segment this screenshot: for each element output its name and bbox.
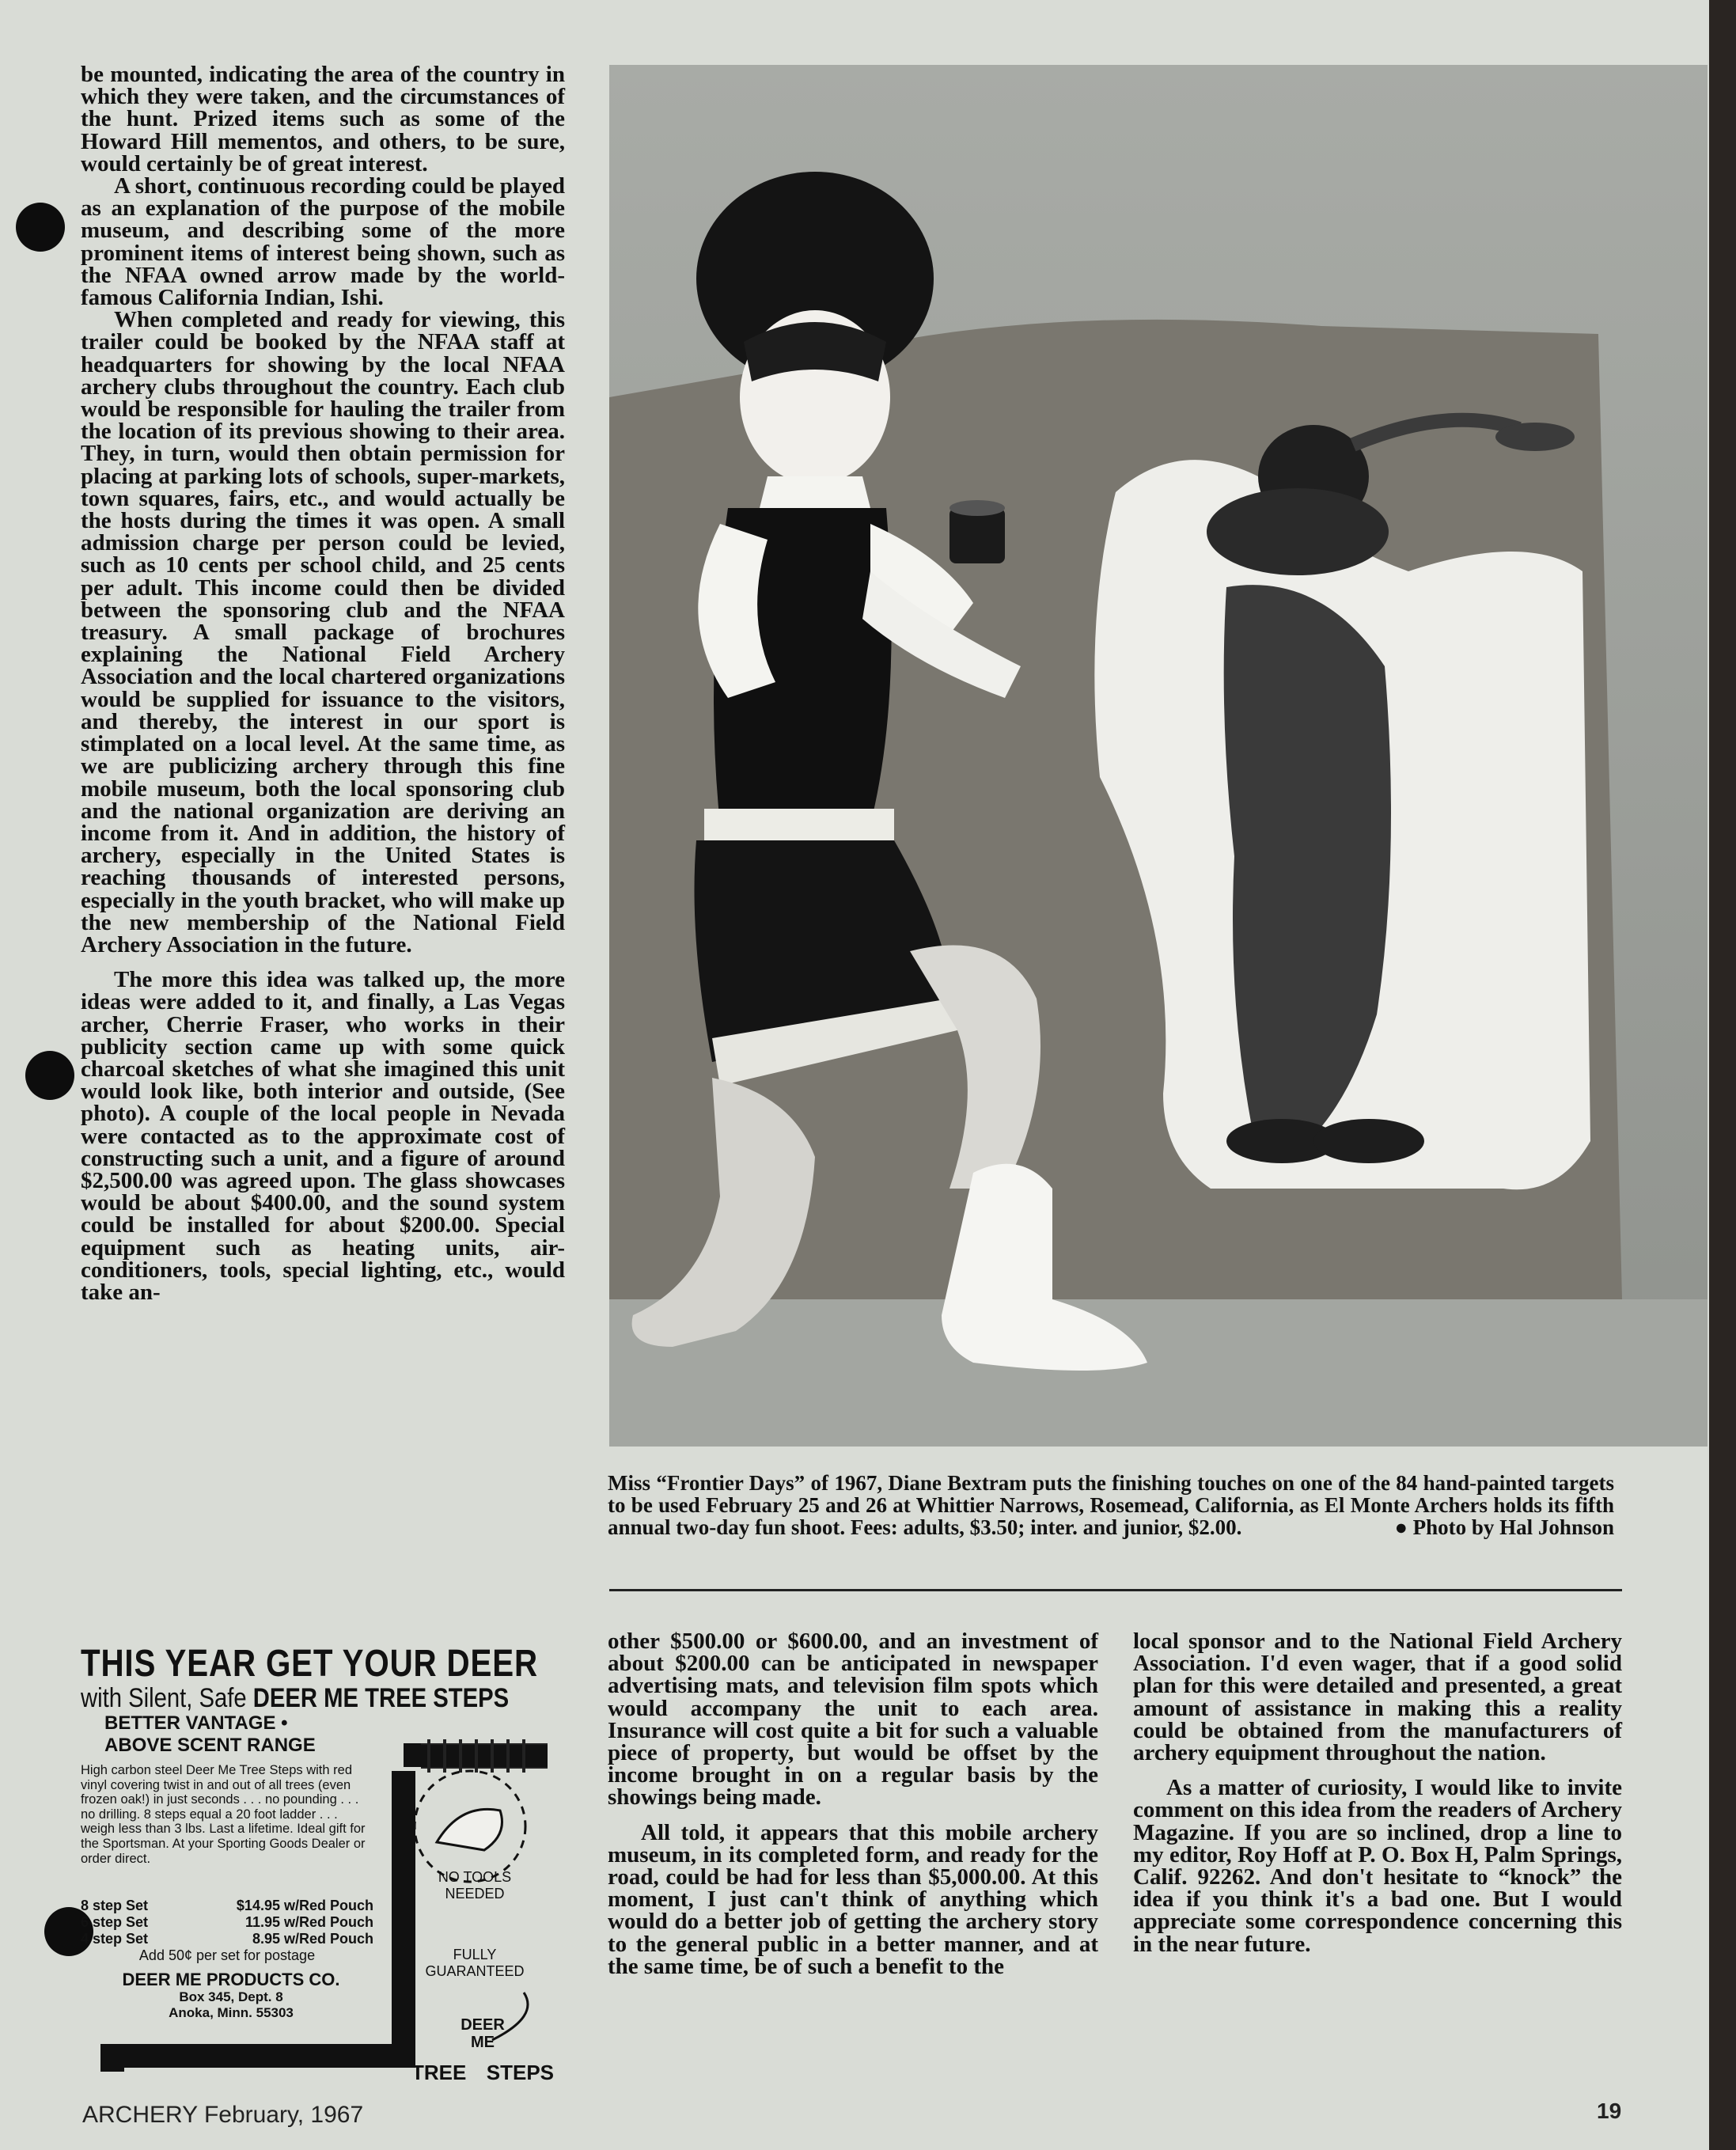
price-label: 8 step Set (81, 1898, 149, 1913)
logo-right: STEPS (486, 2061, 554, 2084)
ad-body-text: High carbon steel Deer Me Tree Steps with red vinyl covering twist in and out of all trees (even frozen oak!) in just seconds . . . no pounding . . . no drilling. 8 steps equal a 20 foot ladder . . . weigh less than 3 lbs. Last a lifetime. Ideal gift for the Sportsman. At your Sporting Goods Dealer or order direct. (81, 1763, 366, 1866)
postage-note: Add 50¢ per set for postage (138, 1947, 316, 1963)
ad-guarantee: FULLY GUARANTEED (425, 1947, 525, 1979)
logo-left: TREE (411, 2061, 467, 2084)
price-row (81, 1898, 373, 1914)
ad-headline: THIS YEAR GET YOUR DEER (81, 1643, 538, 1685)
ad-tagline-1: BETTER VANTAGE • (104, 1712, 288, 1734)
company-address-line-2: Anoka, Minn. 55303 (169, 2005, 294, 2020)
ad-no-tools-note: NO TOOLS NEEDED (438, 1869, 512, 1902)
photo-miss-frontier-days (609, 65, 1708, 1447)
binder-hole (25, 1051, 74, 1100)
article-paragraph: other $500.00 or $600.00, and an investment of about $200.00 can be anticipated in newspaper advertising mats, and television film spots which would accompany the unit to each area. Insurance will cost quite a bit for such a valuable piece of property, but would be offset by the income brought in on a regular basis by the showings being made. (608, 1629, 1098, 1811)
article-paragraph: The more this idea was talked up, the more ideas were added to it, and finally, a Las Vegas archer, Cherrie Fraser, who works in their publicity section came up with some quick charcoal sketches of what she imagined this unit would look like, both interior and outside, (See photo). A couple of the local people in Nevada were contacted as to the approximate cost of constructing such a unit, and a figure of around $2,500.00 was agreed upon. The glass showcases would be about $400.00, and the sound system could be installed for about $200.00. Special equipment such as heating units, air-conditioners, tools, special lighting, etc., would take an- (81, 967, 565, 1305)
price-row (81, 1931, 373, 1947)
company-address-line-1: Box 345, Dept. 8 (179, 1989, 283, 2004)
caption-text: Miss “Frontier Days” of 1967, Diane Bextram puts the finishing touches on one of the 84 hand-painted targets to be used February 25 and 26 at Whittier Narrows, Rosemead, California, as El Monte Archers holds its fifth annual two-day fun shoot. Fees: adults, $3.50; inter. and junior, $2.00. (608, 1471, 1614, 1539)
price-value: $14.95 w/Red Pouch (236, 1898, 373, 1913)
ad-logo (411, 2016, 554, 2084)
article-paragraph: local sponsor and to the National Field Archery Association. I'd even wager, that if a good solid plan for this were detailed and presented, a great amount of assistance in making this a reality could be obtained from the manufacturers of archery equipment throughout the nation. (1133, 1629, 1622, 1766)
price-value: 8.95 w/Red Pouch (252, 1931, 373, 1947)
section-divider (609, 1589, 1622, 1591)
page-number: 19 (1597, 2099, 1622, 2123)
ad-company (89, 1970, 373, 2021)
advertisement-deer-me-tree-steps (81, 1643, 565, 2084)
photo-credit: ● Photo by Hal Johnson (1394, 1515, 1614, 1539)
binder-hole (16, 203, 65, 252)
article-paragraph: be mounted, indicating the area of the country in which they were taken, and the circumstances of the hunt. Prized items such as some of the Howard Hill mementos, and others, to be sure, would certainly be of great interest. (81, 62, 565, 176)
ad-sub-brand: DEER ME TREE STEPS (252, 1683, 510, 1713)
price-label: 6 step Set (81, 1914, 149, 1930)
price-row (81, 1914, 373, 1931)
price-label: 4 step Set (81, 1931, 149, 1947)
logo-top: DEER (461, 2016, 505, 2034)
photo-illustration (609, 65, 1708, 1447)
article-column-left (81, 63, 565, 1303)
ad-price-list (81, 1898, 373, 1964)
article-paragraph: All told, it appears that this mobile archery museum, in its completed form, and ready for the road, could be had for less than $5,000.00. At this moment, I just can't think of anything which would do a better job of getting the archery story to the general public in a better manner, and at the same time, be of such a benefit to the (608, 1819, 1098, 1979)
ad-subheadline (81, 1683, 510, 1713)
ad-sub-prefix: with Silent, Safe (81, 1683, 253, 1713)
article-column-middle (608, 1630, 1098, 1977)
ad-tagline-2: ABOVE SCENT RANGE (104, 1735, 316, 1756)
article-paragraph: A short, continuous recording could be played as an explanation of the purpose of the mobile museum, and describing some of the more prominent items of interest being shown, such as the NFAA owned arrow made by the world-famous California Indian, Ishi. (81, 173, 565, 311)
company-name: DEER ME PRODUCTS CO. (122, 1970, 340, 1989)
publication-footer: ARCHERY February, 1967 (82, 2102, 364, 2128)
logo-mid: ME (471, 2034, 495, 2051)
article-paragraph: As a matter of curiosity, I would like to invite comment on this idea from the readers of Archery Magazine. If you are so inclined, drop a line to my editor, Roy Hoff at P. O. Box H, Palm Springs, Calif. 92262. And don't hesitate to “knock” the idea if you think it's a bad one. But I would appreciate some correspondence concerning this in the near future. (1133, 1775, 1622, 1957)
logo-bottom (411, 2061, 554, 2084)
price-value: 11.95 w/Red Pouch (244, 1914, 373, 1930)
article-column-right (1133, 1630, 1622, 1955)
photo-caption (608, 1472, 1614, 1538)
article-paragraph: When completed and ready for viewing, this trailer could be booked by the NFAA staff at headquarters for showing by the local NFAA archery clubs throughout the country. Each club would be responsible for hauling the trailer from the location of its previous showing to their area. They, in turn, would then obtain permission for placing at parking lots of schools, super-markets, town squares, fairs, etc., and would actually be the hosts during the times it was open. A small admission charge per person could be levied, such as 10 cents per school child, and 25 cents per adult. This income could then be divided between the sponsoring club and the NFAA treasury. A small package of brochures explaining the National Field Archery Association and the local chartered organizations would be supplied for issuance to the visitors, and thereby, the interest in our sport is stimplated on a local level. At the same time, as we are publicizing archery through this fine mobile museum, both the local sponsoring club and the national organization are deriving an income from it. And in addition, the history of archery, especially in the United States is reaching thousands of interested persons, especially in the youth bracket, who will make up the new membership of the National Field Archery Association in the future. (81, 307, 565, 957)
